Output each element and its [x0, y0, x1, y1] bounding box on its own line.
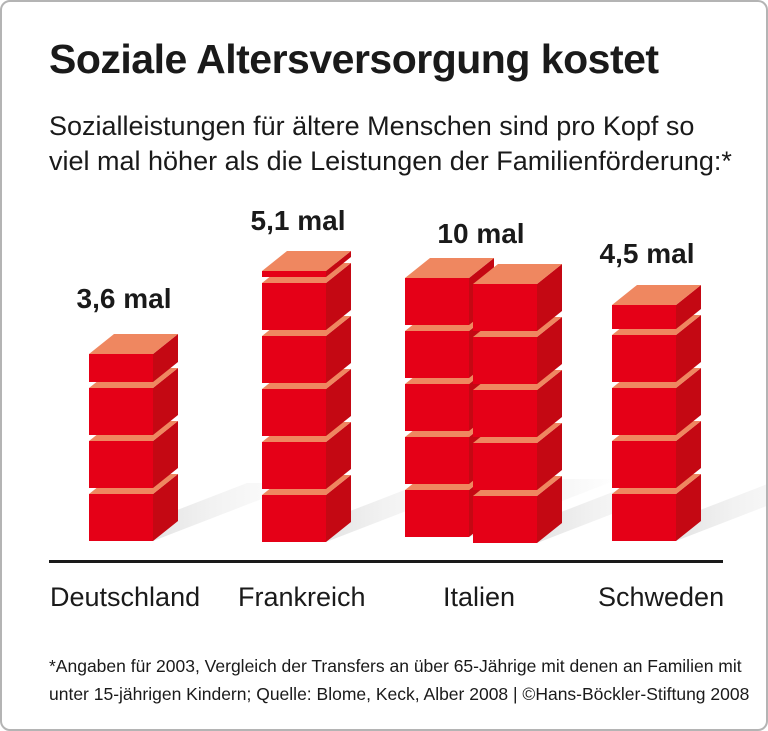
country-label-frankreich: Frankreich	[238, 582, 366, 612]
footnote-line-2: unter 15-jährigen Kindern; Quelle: Blome, Keck, Alber 2008 | ©Hans-Böckler-Stiftung 2008	[49, 684, 750, 704]
value-label-schweden: 4,5 mal	[599, 238, 695, 269]
cube-chart	[2, 2, 768, 731]
country-label-italien: Italien	[443, 582, 516, 612]
chart-subtitle-line-2: viel mal höher als die Leistungen der Familienförderung:*	[49, 146, 732, 176]
baseline-axis	[49, 560, 723, 563]
chart-title: Soziale Altersversorgung kostet	[49, 36, 659, 82]
footnote-line-1: *Angaben für 2003, Vergleich der Transfers an über 65-Jährige mit denen an Familien mit	[49, 656, 742, 676]
value-label-deutschland: 3,6 mal	[76, 283, 172, 314]
country-label-deutschland: Deutschland	[50, 582, 201, 612]
chart-subtitle-line-1: Sozialleistungen für ältere Menschen sind pro Kopf so	[49, 111, 695, 141]
country-label-schweden: Schweden	[598, 582, 725, 612]
value-label-italien: 10 mal	[437, 218, 525, 249]
footnote	[49, 652, 750, 708]
value-label-frankreich: 5,1 mal	[250, 205, 346, 236]
